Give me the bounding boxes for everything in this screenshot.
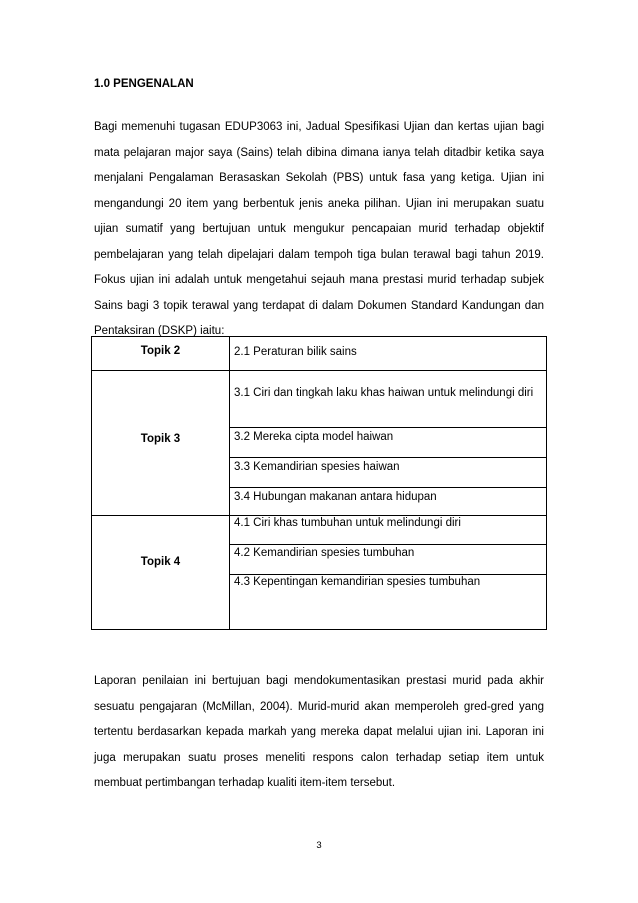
table-row [92,516,547,630]
report-paragraph: Laporan penilaian ini bertujuan bagi mendokumentasikan prestasi murid pada akhir sesuatu pengajaran (McMillan, 2004). Murid-murid akan memperoleh gred-gred yang tertentu berdasarkan kepada markah yang mereka dapat melalui ujian ini. Laporan ini juga merupakan suatu proses meneliti respons calon terhadap setiap item untuk membuat pertimbangan terhadap kualiti item-item tersebut. [94,675,544,789]
section-heading: 1.0 PENGENALAN [94,78,194,90]
subtopic-item: 3.3 Kemandirian spesies haiwan [234,461,400,473]
subtopic-item: 4.3 Kepentingan kemandirian spesies tumbuhan [234,576,481,588]
subtopic-item: 3.4 Hubungan makanan antara hidupan [234,491,437,503]
subtopic-item: 4.2 Kemandirian spesies tumbuhan [234,547,415,559]
topic-cell [92,371,230,516]
topic-label: Topik 4 [140,556,181,568]
subtopic-item: 3.2 Mereka cipta model haiwan [234,431,394,443]
table-row [92,337,547,371]
topic-cell [92,337,230,371]
subtopic-item: 4.1 Ciri khas tumbuhan untuk melindungi diri [234,517,461,529]
subtopic-cell [230,337,547,371]
subtopic-cell [230,516,547,630]
table-row [92,371,547,516]
intro-paragraph: Bagi memenuhi tugasan EDUP3063 ini, Jadual Spesifikasi Ujian dan kertas ujian bagi mata pelajaran major saya (Sains) telah dibina dimana ianya telah ditadbir ketika saya menjalani Pengalaman Berasaskan Sekolah (PBS) untuk fasa yang ketiga. Ujian ini mengandungi 20 item yang berbentuk jenis aneka pilihan. Ujian ini merupakan suatu ujian sumatif yang bertujuan untuk mengukur pencapaian murid terhadap objektif pembelajaran yang telah dipelajari dalam tempoh tiga bulan terawal bagi tahun 2019. Fokus ujian ini adalah untuk mengetahui sejauh mana prestasi murid terhadap subjek Sains bagi 3 topik terawal yang terdapat di dalam Dokumen Standard Kandungan dan Pentaksiran (DSKP) iaitu: [94,121,544,337]
subtopic-cell [230,371,547,516]
topic-label: Topik 2 [140,345,181,357]
topic-label: Topik 3 [140,433,181,445]
topic-cell [92,516,230,630]
page-number: 3 [316,840,322,851]
subtopic-item: 2.1 Peraturan bilik sains [234,346,357,358]
subtopic-item: 3.1 Ciri dan tingkah laku khas haiwan untuk melindungi diri [234,387,534,399]
topic-table [91,336,547,630]
